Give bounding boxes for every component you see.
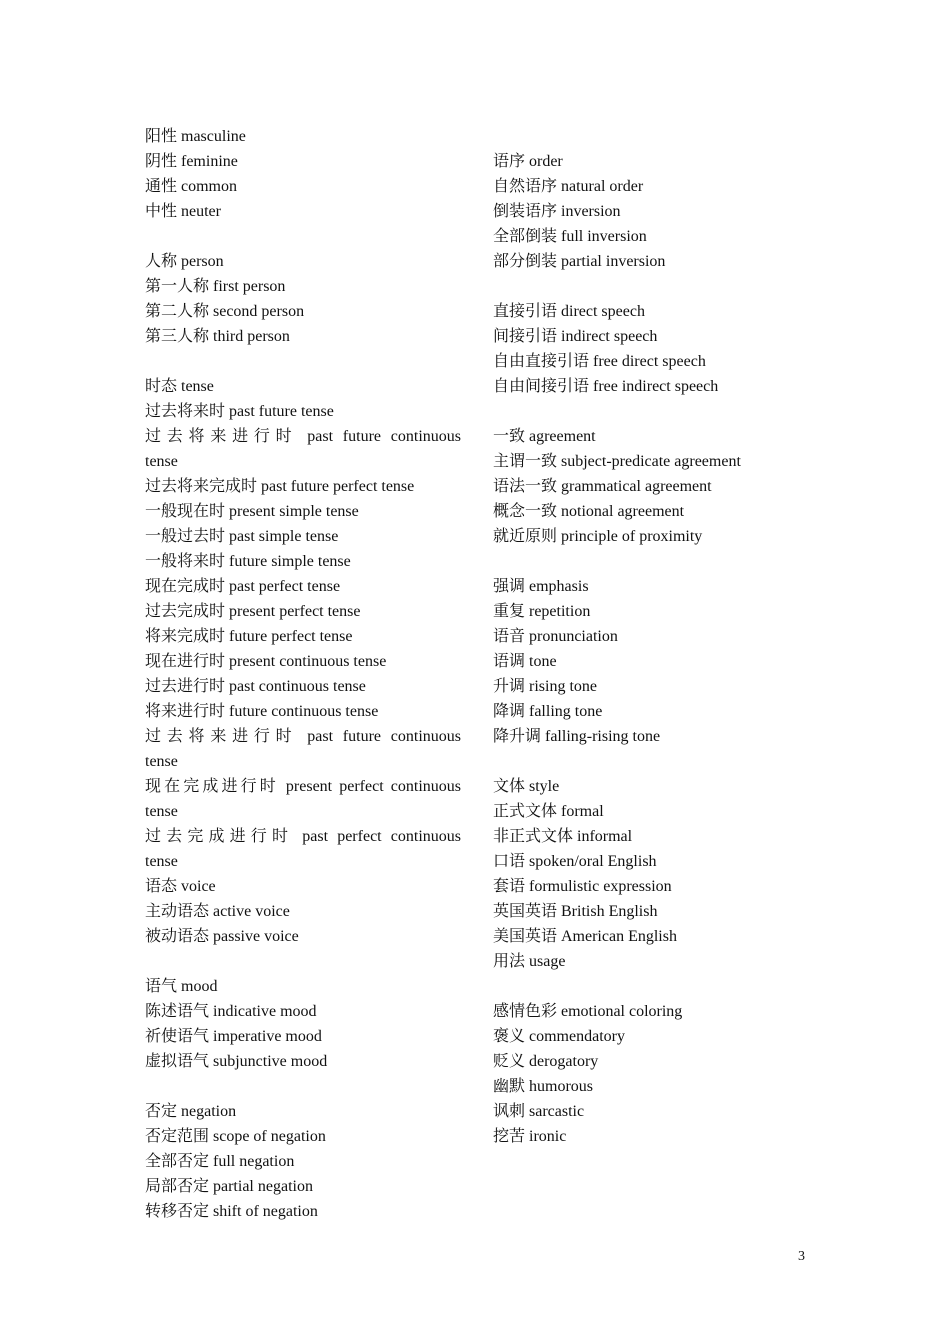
term-line: 中性 neuter (145, 203, 221, 220)
blank-line (493, 974, 793, 999)
term-line: 语音 pronunciation (493, 628, 618, 645)
term-line: 讽刺 sarcastic (493, 1103, 585, 1120)
term-line: 将来进行时 future continuous tense (145, 703, 379, 720)
term-line: 主谓一致 subject-predicate agreement (493, 453, 741, 470)
term-line: 套语 formulistic expression (493, 878, 672, 895)
term-line: 现在完成时 past perfect tense (145, 578, 341, 595)
term-line: 重复 repetition (493, 603, 591, 620)
term-line: 一致 agreement (493, 428, 596, 445)
blank-line (145, 349, 461, 374)
term-line: 被动语态 passive voice (145, 928, 299, 945)
term-line: 过去将来进行时 past future continuous (145, 728, 461, 745)
term-line: 第二人称 second person (145, 303, 305, 320)
term-line: 主动语态 active voice (145, 903, 290, 920)
term-line: 陈述语气 indicative mood (145, 1003, 317, 1020)
term-line: 局部否定 partial negation (145, 1178, 313, 1195)
term-line: 通性 common (145, 178, 237, 195)
blank-line (493, 549, 793, 574)
term-line: 间接引语 indirect speech (493, 328, 658, 345)
term-line: 口语 spoken/oral English (493, 853, 657, 870)
term-line: 自由间接引语 free indirect speech (493, 378, 719, 395)
term-line: 过去将来时 past future tense (145, 403, 334, 420)
term-line: 虚拟语气 subjunctive mood (145, 1053, 328, 1070)
term-line: 人称 person (145, 253, 224, 270)
term-line: 降升调 falling-rising tone (493, 728, 661, 745)
term-line: 语态 voice (145, 878, 216, 895)
term-line-continuation: tense (145, 753, 178, 770)
term-line: 挖苦 ironic (493, 1128, 567, 1145)
blank-line (493, 124, 793, 149)
term-line: 降调 falling tone (493, 703, 603, 720)
term-line: 现在进行时 present continuous tense (145, 653, 387, 670)
term-line: 现在完成进行时 present perfect continuous (145, 778, 461, 795)
page-number: 3 (798, 1249, 805, 1264)
blank-line (493, 749, 793, 774)
blank-line (145, 224, 461, 249)
term-line: 直接引语 direct speech (493, 303, 645, 320)
term-line: 全部倒装 full inversion (493, 228, 647, 245)
term-line: 祈使语气 imperative mood (145, 1028, 322, 1045)
blank-line (145, 949, 461, 974)
term-line: 一般过去时 past simple tense (145, 528, 339, 545)
term-line: 第一人称 first person (145, 278, 286, 295)
term-line-continuation: tense (145, 853, 178, 870)
term-line: 语法一致 grammatical agreement (493, 478, 712, 495)
term-line: 部分倒装 partial inversion (493, 253, 666, 270)
left-term-column (145, 124, 461, 1224)
term-line: 否定 negation (145, 1103, 237, 1120)
term-line: 第三人称 third person (145, 328, 290, 345)
right-term-column (493, 124, 793, 1149)
term-line: 用法 usage (493, 953, 566, 970)
term-line: 正式文体 formal (493, 803, 604, 820)
term-line: 非正式文体 informal (493, 828, 633, 845)
term-line: 阳性 masculine (145, 128, 246, 145)
term-line: 感情色彩 emotional coloring (493, 1003, 683, 1020)
term-line: 文体 style (493, 778, 560, 795)
term-line: 否定范围 scope of negation (145, 1128, 326, 1145)
blank-line (493, 399, 793, 424)
term-line: 概念一致 notional agreement (493, 503, 685, 520)
term-line: 时态 tense (145, 378, 214, 395)
term-line: 强调 emphasis (493, 578, 589, 595)
term-line: 一般将来时 future simple tense (145, 553, 351, 570)
term-line: 语序 order (493, 153, 563, 170)
term-line: 褒义 commendatory (493, 1028, 625, 1045)
term-line: 一般现在时 present simple tense (145, 503, 359, 520)
term-line: 倒装语序 inversion (493, 203, 621, 220)
term-line: 将来完成时 future perfect tense (145, 628, 353, 645)
term-line: 过去进行时 past continuous tense (145, 678, 366, 695)
term-line: 过去完成时 present perfect tense (145, 603, 361, 620)
blank-line (493, 274, 793, 299)
term-line: 阴性 feminine (145, 153, 238, 170)
term-line: 升调 rising tone (493, 678, 597, 695)
term-line: 语气 mood (145, 978, 218, 995)
term-line: 过去完成进行时 past perfect continuous (145, 828, 461, 845)
term-line-continuation: tense (145, 803, 178, 820)
term-line: 语调 tone (493, 653, 557, 670)
term-line: 英国英语 British English (493, 903, 658, 920)
term-line: 过去将来进行时 past future continuous (145, 428, 461, 445)
blank-line (145, 1074, 461, 1099)
term-line: 转移否定 shift of negation (145, 1203, 318, 1220)
term-line: 贬义 derogatory (493, 1053, 599, 1070)
term-line-continuation: tense (145, 453, 178, 470)
term-line: 自然语序 natural order (493, 178, 644, 195)
term-line: 幽默 humorous (493, 1078, 594, 1095)
term-line: 过去将来完成时 past future perfect tense (145, 478, 415, 495)
term-line: 全部否定 full negation (145, 1153, 295, 1170)
term-line: 自由直接引语 free direct speech (493, 353, 706, 370)
term-line: 美国英语 American English (493, 928, 677, 945)
term-line: 就近原则 principle of proximity (493, 528, 703, 545)
